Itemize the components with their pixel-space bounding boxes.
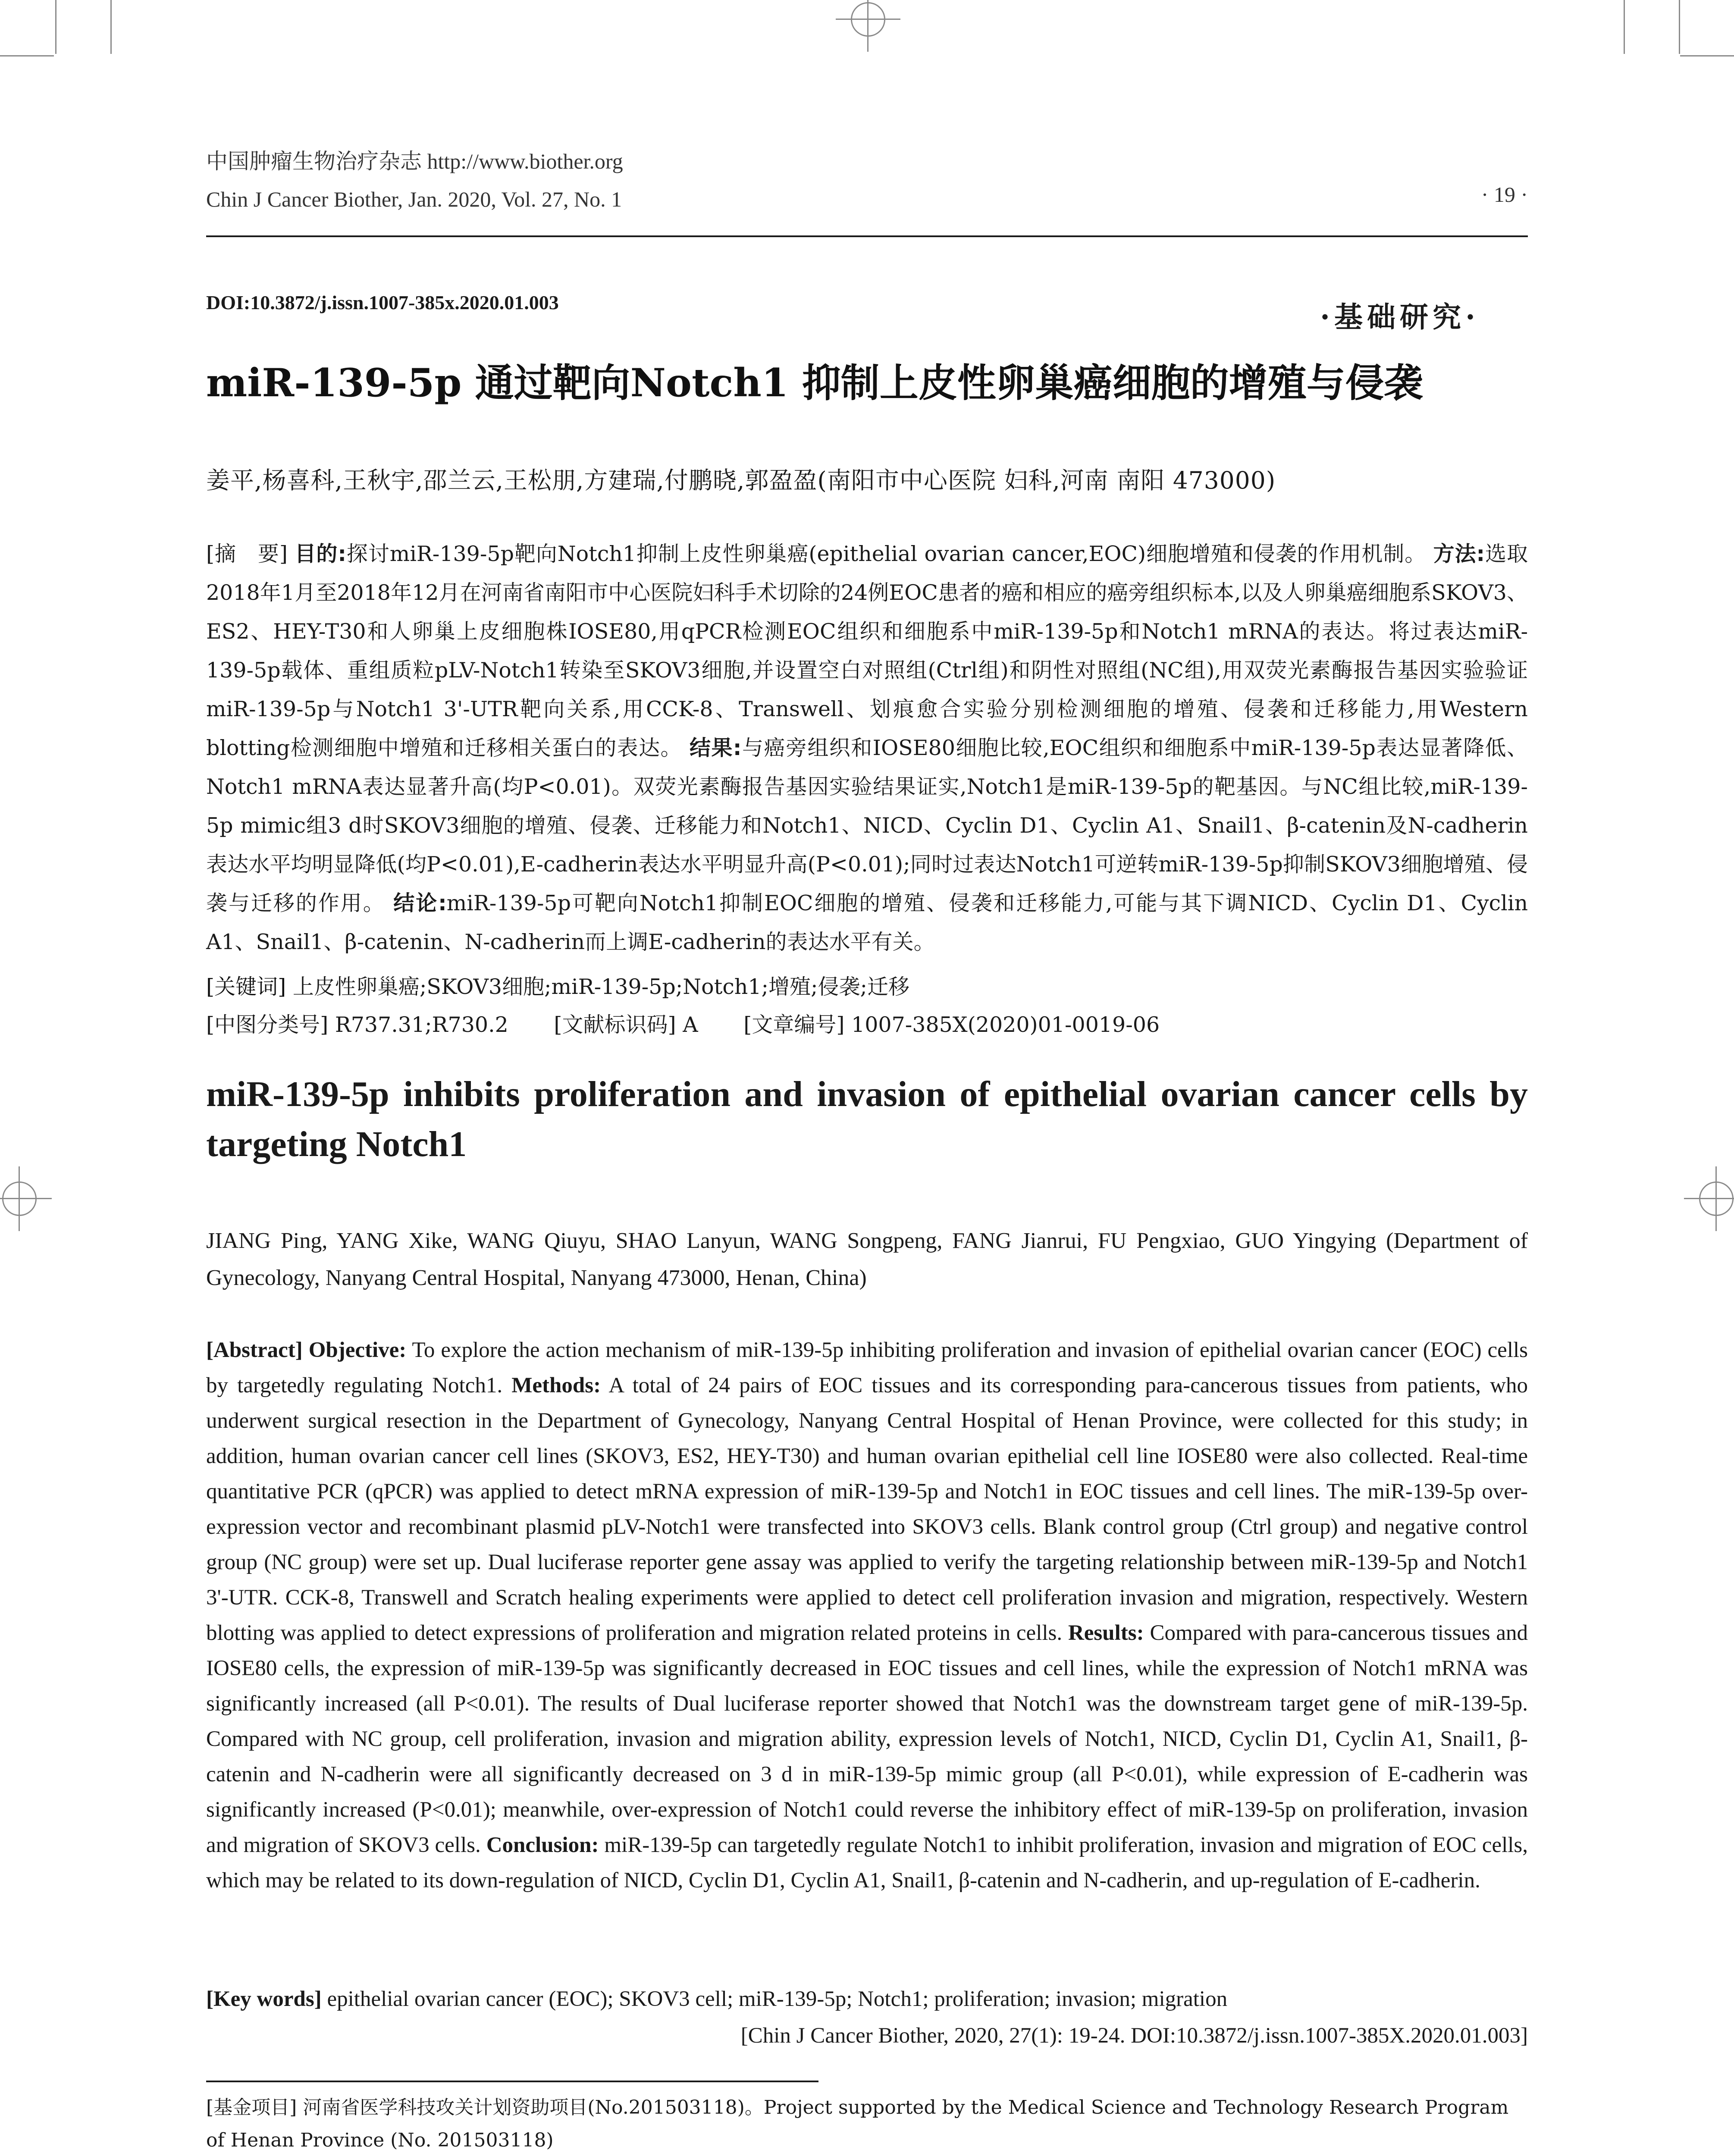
crop-mark [1680, 55, 1734, 56]
objective-label-cn: 目的: [295, 542, 346, 566]
doi: DOI:10.3872/j.issn.1007-385x.2020.01.003 [206, 291, 559, 313]
keywords-en [206, 1981, 1528, 2017]
header-rule [206, 235, 1528, 237]
clc-value: R737.31;R730.2 [335, 1012, 508, 1037]
keywords-text-cn: 上皮性卵巢癌;SKOV3细胞;miR-139-5p;Notch1;增殖;侵袭;迁移 [292, 975, 910, 999]
classification-cn [206, 1006, 1528, 1044]
doc-value: A [683, 1012, 698, 1037]
fund-text: 河南省医学科技攻关计划资助项目(No.201503118)。Project supported by the Medical Science and Technology Research Program of Henan Province (No. 201503118) [206, 2096, 1509, 2151]
crop-mark [55, 0, 56, 54]
article-title-cn: miR-139-5p 通过靶向Notch1 抑制上皮性卵巢癌细胞的增殖与侵袭 [206, 360, 1423, 406]
objective-label-en: Objective: [308, 1338, 407, 1362]
crop-mark [0, 55, 54, 56]
abstract-en [206, 1332, 1528, 1898]
article-label: [文章编号] [743, 1012, 845, 1037]
objective-en: To explore the action mechanism of miR-139-5p inhibiting proliferation and invasion of epithelial ovarian cancer (EOC) cells by targetedly regulating Notch1. [206, 1338, 1528, 1398]
page-number: · 19 · [1481, 182, 1528, 207]
footnote-fund [206, 2091, 1528, 2156]
article-value: 1007-385X(2020)01-0019-06 [851, 1012, 1160, 1037]
journal-header-cn [206, 147, 623, 175]
crop-mark [1679, 0, 1680, 54]
conclusion-en: miR-139-5p can targetedly regulate Notch1 to inhibit proliferation, invasion and migration of EOC cells, which may be related to its down-regulation of NICD, Cyclin D1, Cyclin A1, Snail1, β-catenin and N-cadherin, and up-regulation of E-cadherin. [206, 1833, 1528, 1893]
methods-label-en: Methods: [511, 1373, 601, 1398]
abstract-cn [206, 535, 1528, 962]
journal-name-cn: 中国肿瘤生物治疗杂志 [206, 149, 422, 174]
keywords-cn [206, 968, 1528, 1006]
objective-cn: 探讨miR-139-5p靶向Notch1抑制上皮性卵巢癌(epithelial ovarian cancer,EOC)细胞增殖和侵袭的作用机制。 [346, 542, 1427, 566]
results-cn: 与癌旁组织和IOSE80细胞比较,EOC组织和细胞系中miR-139-5p表达显著降低、Notch1 mRNA表达显著升高(均P<0.01)。双荧光素酶报告基因实验结果证实,Notch1是miR-139-5p的靶基因。与NC组比较,miR-139-5p mimic组3 d时SKOV3细胞的增殖、侵袭、迁移能力和Notch1、NICD、Cyclin D1、Cyclin A1、Snail1、β-catenin及N-cadherin表达水平均明显降低(均P<0.01),E-cadherin表达水平明显升高(P<0.01);同时过表达Notch1可逆转miR-139-5p抑制SKOV3细胞增殖、侵袭与迁移的作用。 [206, 736, 1528, 915]
keywords-text-en: epithelial ovarian cancer (EOC); SKOV3 cell; miR-139-5p; Notch1; proliferation; invasion; migration [327, 1987, 1228, 2011]
journal-header-en: Chin J Cancer Biother, Jan. 2020, Vol. 27, No. 1 [206, 187, 622, 211]
methods-cn: 选取2018年1月至2018年12月在河南省南阳市中心医院妇科手术切除的24例EOC患者的癌和相应的癌旁组织标本,以及人卵巢癌细胞系SKOV3、ES2、HEY-T30和人卵巢上皮细胞株IOSE80,用qPCR检测EOC组织和细胞系中miR-139-5p和Notch1 mRNA的表达。将过表达miR-139-5p载体、重组质粒pLV-Notch1转染至SKOV3细胞,并设置空白对照组(Ctrl组)和阴性对照组(NC组),用双荧光素酶报告基因实验验证miR-139-5p与Notch1 3'-UTR靶向关系,用CCK-8、Transwell、划痕愈合实验分别检测细胞的增殖、侵袭和迁移能力,用Western blotting检测细胞中增殖和迁移相关蛋白的表达。 [206, 542, 1528, 760]
doc-label: [文献标识码] [554, 1012, 676, 1037]
citation-en: [Chin J Cancer Biother, 2020, 27(1): 19-24. DOI:10.3872/j.issn.1007-385X.2020.01.003] [740, 2024, 1528, 2048]
journal-url[interactable]: http://www.biother.org [427, 149, 623, 173]
crop-mark [110, 0, 112, 54]
footnote-rule [206, 2081, 818, 2082]
clc-label: [中图分类号] [206, 1012, 329, 1037]
crop-mark [1624, 0, 1625, 54]
keywords-label-cn: [关键词] [206, 975, 286, 999]
conclusion-label-cn: 结论: [393, 891, 447, 915]
section-label: ·基础研究· [1320, 300, 1480, 334]
conclusion-label-en: Conclusion: [486, 1833, 599, 1857]
registration-mark-top [851, 2, 885, 37]
results-label-en: Results: [1068, 1621, 1144, 1645]
registration-mark-right [1699, 1181, 1734, 1216]
fund-label: [基金项目] [206, 2096, 297, 2118]
authors-en: JIANG Ping, YANG Xike, WANG Qiuyu, SHAO Lanyun, WANG Songpeng, FANG Jianrui, FU Pengxiao, GUO Yingying (Department of Gynecology, Nanyang Central Hospital, Nanyang 473000, Henan, China) [206, 1228, 1528, 1290]
abstract-label-cn: [摘 要] [206, 542, 288, 566]
article-title-en: miR-139-5p inhibits proliferation and invasion of epithelial ovarian cancer cells by targeting Notch1 [206, 1074, 1528, 1164]
registration-mark-left [2, 1181, 37, 1216]
authors-cn: 姜平,杨喜科,王秋宇,邵兰云,王松朋,方建瑞,付鹏晓,郭盈盈(南阳市中心医院 妇科,河南 南阳 473000) [206, 467, 1276, 494]
results-en: Compared with para-cancerous tissues and IOSE80 cells, the expression of miR-139-5p was significantly decreased in EOC tissues and cell lines, while the expression of Notch1 mRNA was significantly increased (all P<0.01). The results of Dual luciferase reporter showed that Notch1 was the downstream target gene of miR-139-5p. Compared with NC group, cell proliferation, invasion and migration ability, expression levels of Notch1, NICD, Cyclin D1, Cyclin A1, Snail1, β-catenin and N-cadherin were all significantly decreased on 3 d in miR-139-5p mimic group (all P<0.01), while expression of E-cadherin was significantly increased (P<0.01); meanwhile, over-expression of Notch1 could reverse the inhibitory effect of miR-139-5p on proliferation, invasion and migration of SKOV3 cells. [206, 1621, 1528, 1857]
conclusion-cn: miR-139-5p可靶向Notch1抑制EOC细胞的增殖、侵袭和迁移能力,可能与其下调NICD、Cyclin D1、Cyclin A1、Snail1、β-catenin、N-cadherin而上调E-cadherin的表达水平有关。 [206, 891, 1528, 954]
methods-en: A total of 24 pairs of EOC tissues and its corresponding para-cancerous tissues from patients, who underwent surgical resection in the Department of Gynecology, Nanyang Central Hospital of Henan Province, were collected for this study; in addition, human ovarian cancer cell lines (SKOV3, ES2, HEY-T30) and human ovarian epithelial cell line IOSE80 were also collected. Real-time quantitative PCR (qPCR) was applied to detect mRNA expression of miR-139-5p and Notch1 in EOC tissues and cell lines. The miR-139-5p over-expression vector and recombinant plasmid pLV-Notch1 were transfected into SKOV3 cells. Blank control group (Ctrl group) and negative control group (NC group) were set up. Dual luciferase reporter gene assay was applied to verify the targeting relationship between miR-139-5p and Notch1 3'-UTR. CCK-8, Transwell and Scratch healing experiments were applied to detect cell proliferation invasion and migration, respectively. Western blotting was applied to detect expressions of proliferation and migration related proteins in cells. [206, 1373, 1528, 1645]
results-label-cn: 结果: [690, 736, 742, 760]
keywords-label-en: [Key words] [206, 1987, 322, 2011]
methods-label-cn: 方法: [1433, 542, 1485, 566]
abstract-label-en: [Abstract] [206, 1338, 303, 1362]
